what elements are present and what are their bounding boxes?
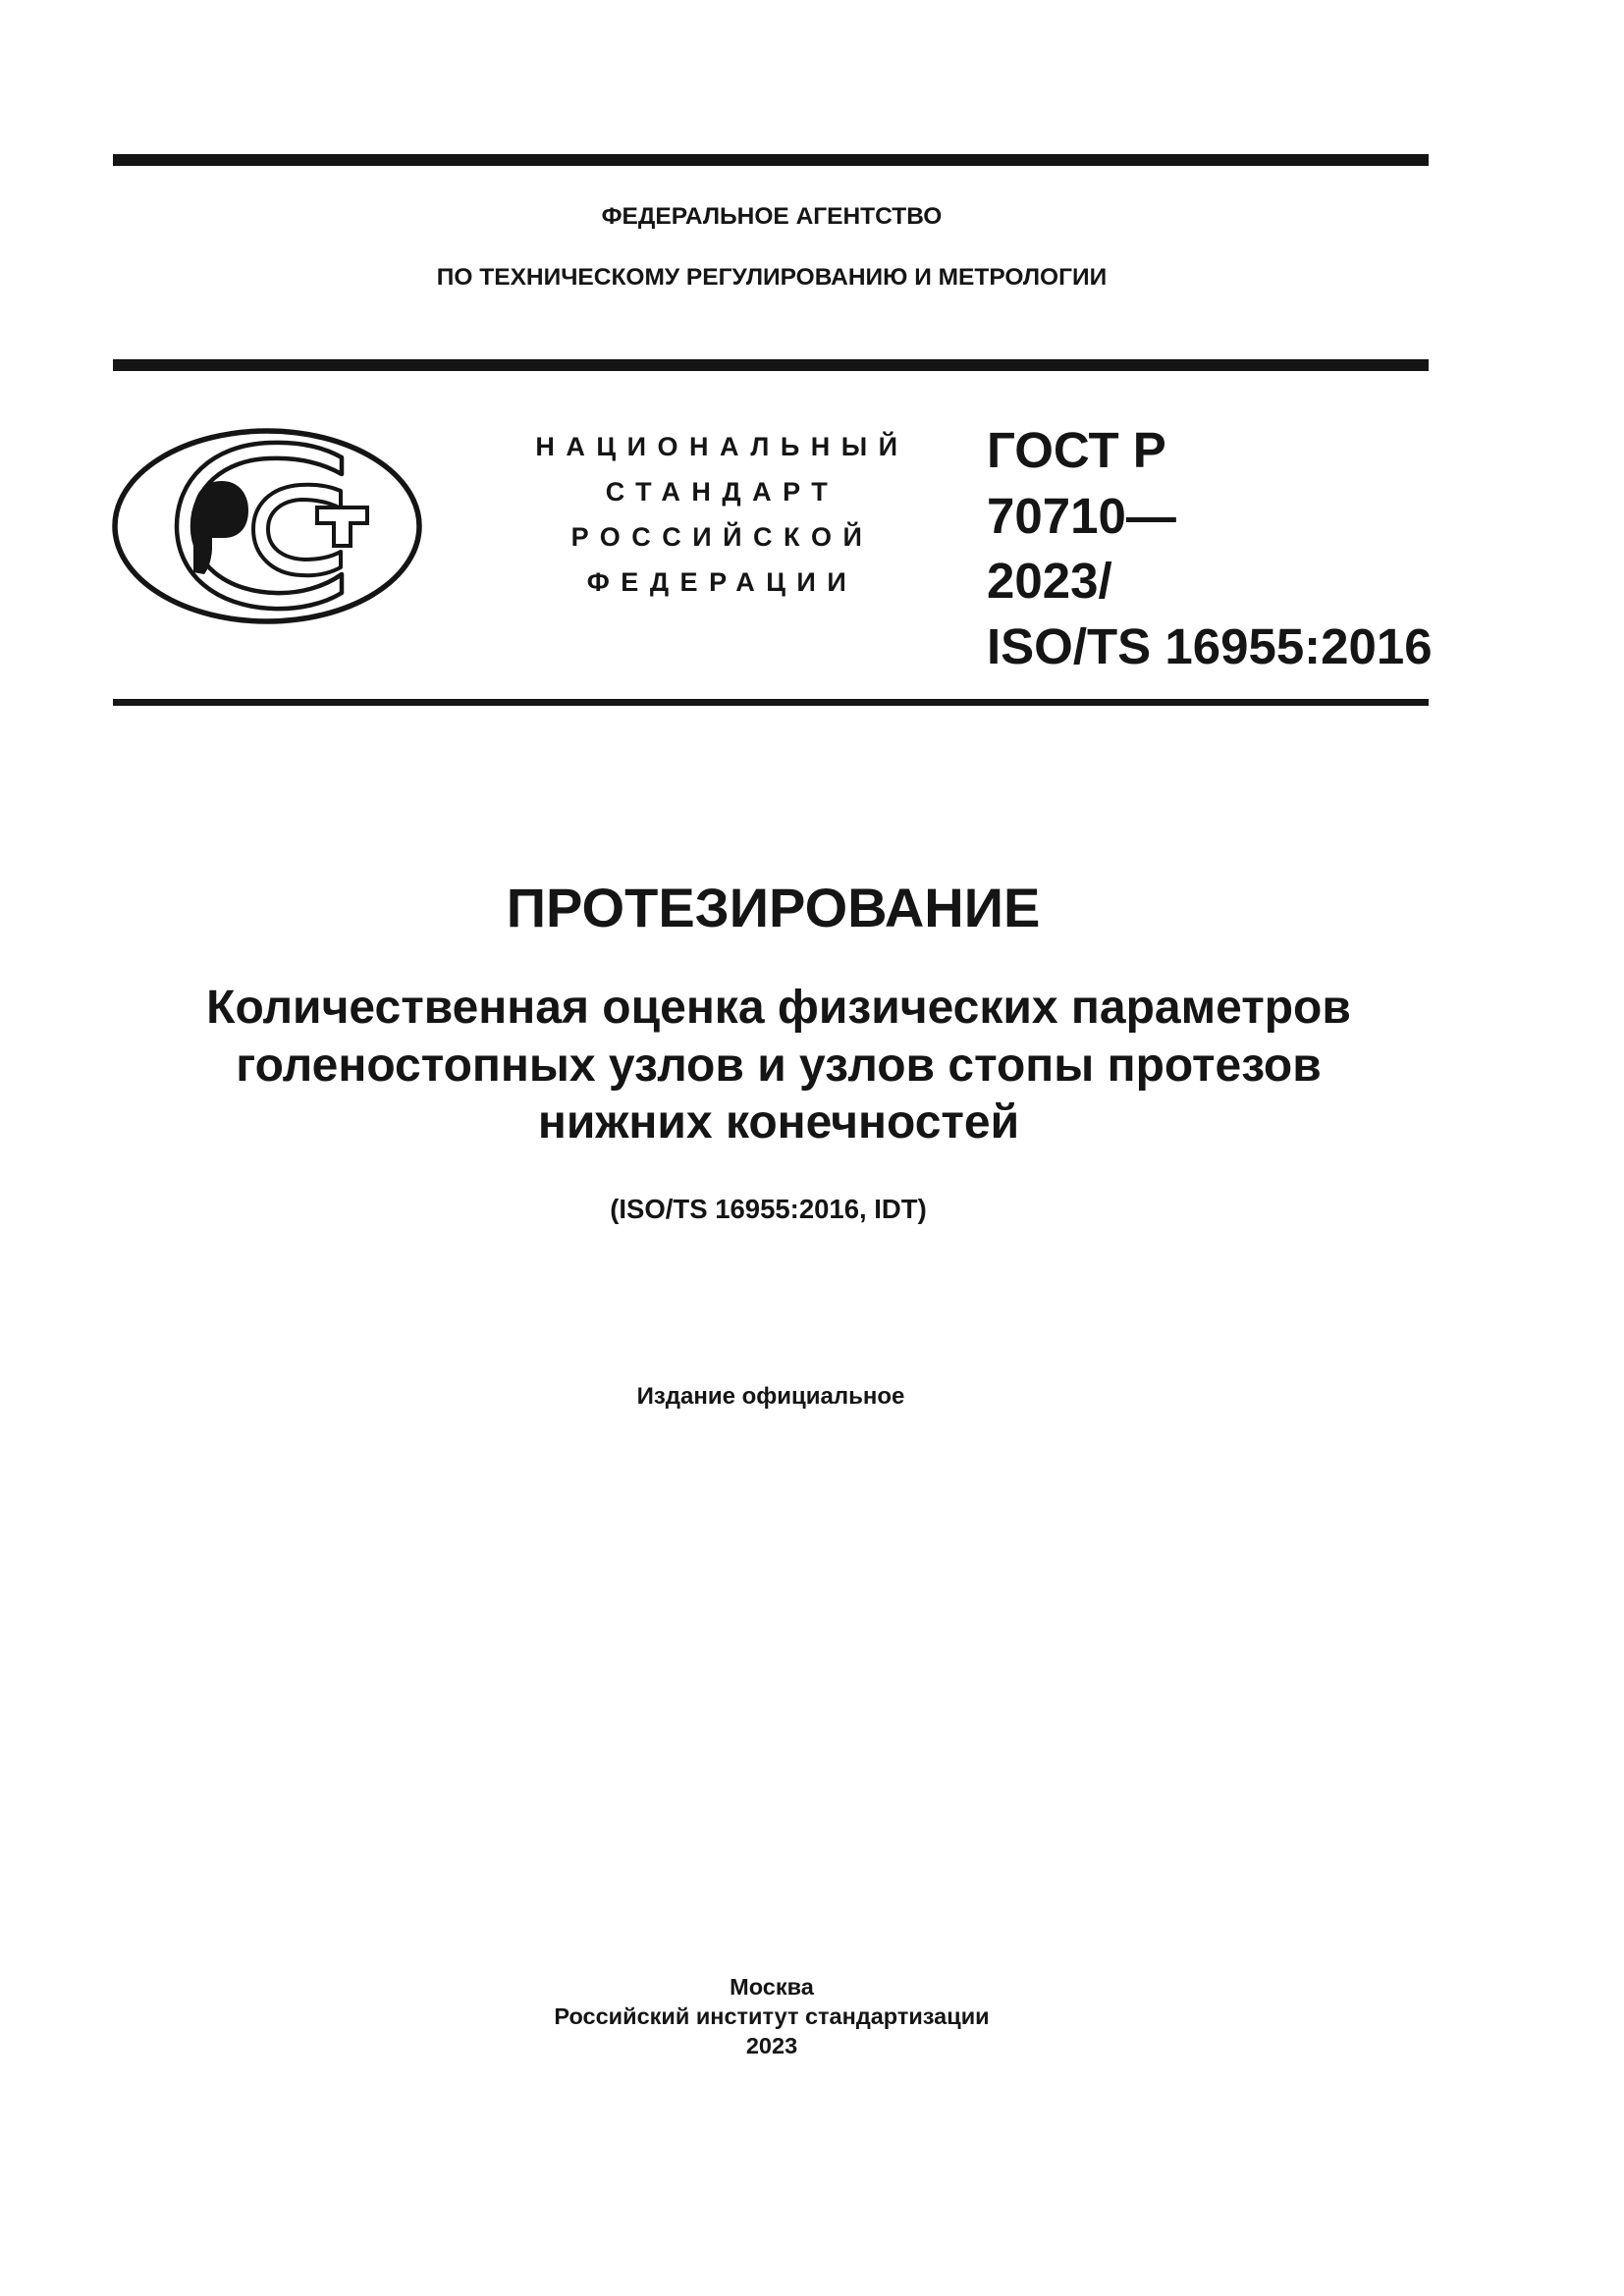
agency-name-line-2: ПО ТЕХНИЧЕСКОМУ РЕГУЛИРОВАНИЮ И МЕТРОЛОГИИ bbox=[436, 264, 1108, 291]
edition-label: Издание официальное bbox=[636, 1383, 905, 1410]
rst-certification-mark-icon bbox=[108, 424, 427, 628]
designation-line: 70710— bbox=[987, 487, 1176, 544]
document-title: ПРОТЕЗИРОВАНИЕ bbox=[506, 877, 1041, 938]
standard-type-block bbox=[491, 424, 943, 605]
subtitle-line: голеностопных узлов и узлов стопы протезов bbox=[236, 1039, 1322, 1092]
designation-line: 2023/ bbox=[987, 553, 1112, 609]
agency-name-line-1: ФЕДЕРАЛЬНОЕ АГЕНТСТВО bbox=[601, 203, 943, 230]
designation-line: ГОСТ Р bbox=[987, 422, 1166, 478]
publication-year: 2023 bbox=[745, 2033, 798, 2058]
publisher-name: Российский институт стандартизации bbox=[554, 2003, 990, 2029]
standard-type-line: РОССИЙСКОЙ bbox=[570, 522, 874, 552]
designation-line: ISO/TS 16955:2016 bbox=[987, 617, 1433, 674]
standard-designation bbox=[987, 418, 1433, 679]
publication-footer bbox=[0, 1972, 1543, 2060]
standard-type-line: НАЦИОНАЛЬНЫЙ bbox=[535, 432, 909, 461]
standard-type-line: СТАНДАРТ bbox=[605, 477, 839, 507]
top-rule bbox=[113, 154, 1429, 166]
rst-logo bbox=[108, 424, 427, 628]
standard-type-line: ФЕДЕРАЦИИ bbox=[586, 567, 858, 597]
identity-reference: (ISO/TS 16955:2016, IDT) bbox=[610, 1194, 927, 1224]
publication-city: Москва bbox=[730, 1974, 814, 2000]
document-subtitle bbox=[0, 980, 1557, 1152]
designation-rule bbox=[113, 699, 1429, 706]
subtitle-line: нижних конечностей bbox=[537, 1096, 1020, 1148]
header-rule bbox=[113, 359, 1429, 371]
subtitle-line: Количественная оценка физических параметров bbox=[206, 982, 1351, 1034]
